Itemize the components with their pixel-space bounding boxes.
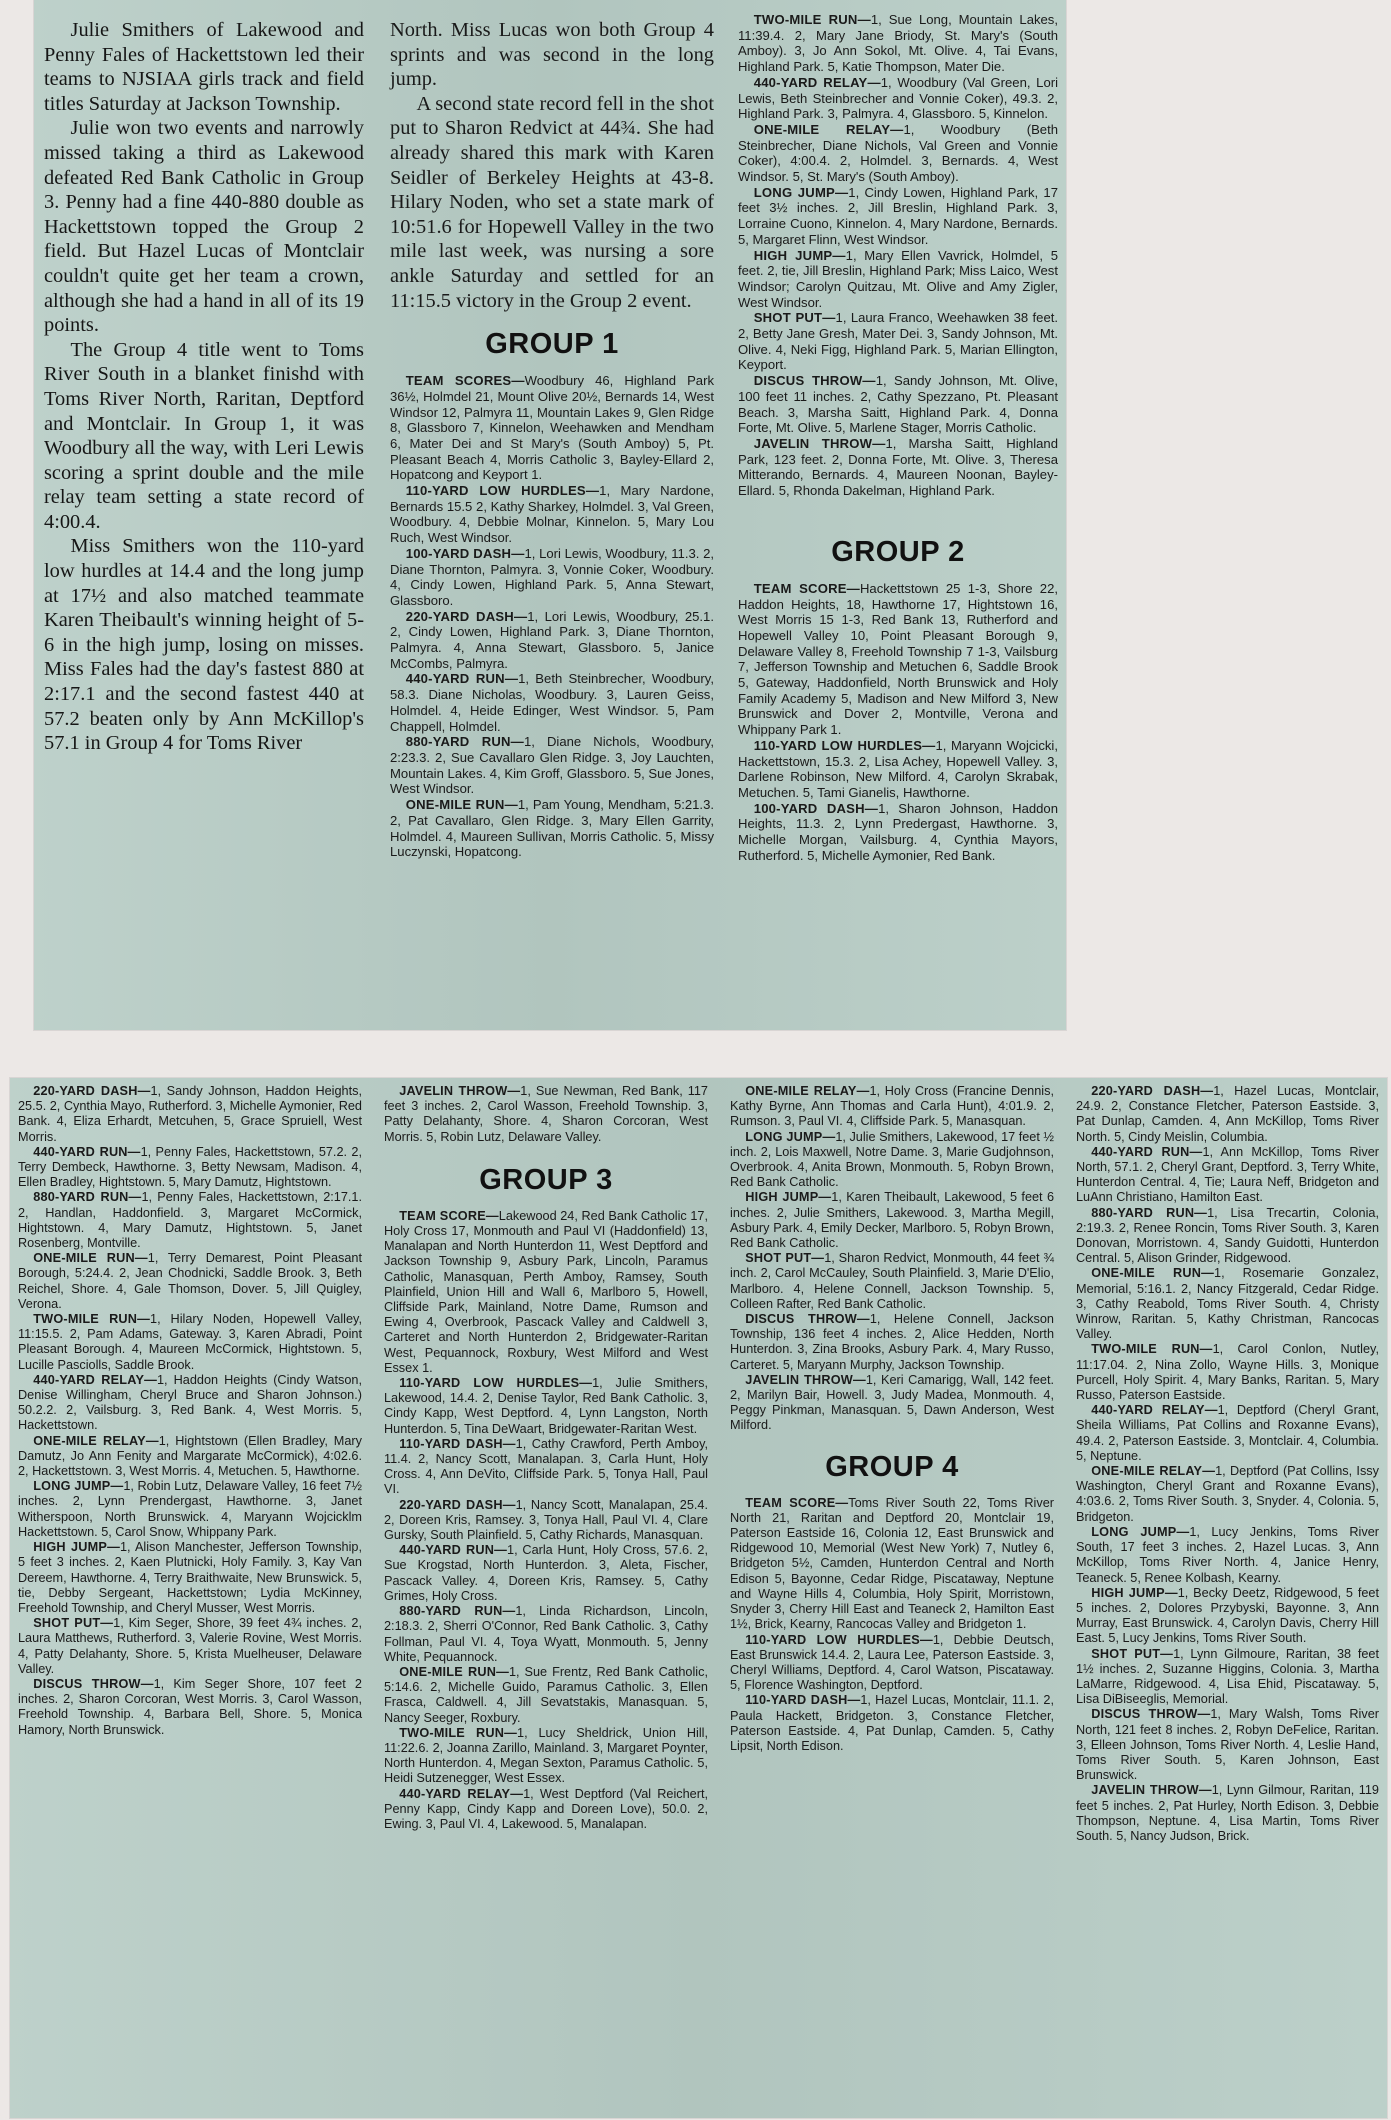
event-name: LONG JUMP— bbox=[1091, 1524, 1190, 1539]
group1-results-part1 bbox=[390, 373, 714, 860]
result-entry bbox=[1076, 1403, 1379, 1464]
result-entry bbox=[738, 436, 1058, 499]
group1-group2-column bbox=[730, 0, 1066, 1030]
event-results: 1, Holy Cross (Francine Dennis, Kathy Byrne, Ann Thomas and Carla Hunt), 4:01.9. 2, Rumson. 3, Paul VI. 4, Cliffside Park. 5, Manasquan. bbox=[730, 1084, 1054, 1129]
event-results: 1, Sandy Johnson, Haddon Heights, 25.5. 2, Cynthia Mayo, Rutherford. 3, Michelle Aymonier, Red Bank. 4, Eliza Erhardt, Metcuhen, 5, Grace Spruiell, West Morris. bbox=[18, 1084, 363, 1144]
article-clipping-top bbox=[34, 0, 1066, 1030]
event-results: 1, Carol Conlon, Nutley, 11:17.04. 2, Nina Zollo, Wayne Hills. 3, Monique Purcell, Holy Spirit. 4, Mary Banks, Raritan. 5, Mary Russo, Paterson Eastside. bbox=[1076, 1342, 1379, 1403]
group2-heading: GROUP 2 bbox=[831, 535, 965, 568]
event-results: 1, Lori Lewis, Woodbury, 25.1. 2, Cindy Lowen, Highland Park. 3, Diane Thornton, Palmyra. 4, Anna Stewart, Glassboro. 5, Janice McCombs, Palmyra. bbox=[390, 608, 714, 671]
event-name: 440-YARD RELAY— bbox=[33, 1372, 157, 1387]
event-name: 110-YARD LOW HURDLES— bbox=[399, 1376, 593, 1391]
event-name: TEAM SCORE— bbox=[399, 1208, 499, 1223]
result-entry bbox=[1076, 1145, 1379, 1206]
event-name: ONE-MILE RUN— bbox=[405, 797, 518, 813]
result-entry bbox=[384, 1498, 708, 1544]
group4-results-part1 bbox=[730, 1496, 1054, 1754]
event-results: 1, Carla Hunt, Holy Cross, 57.6. 2, Sue Krogstad, North Hunterdon. 3, Aleta, Fischer, Pascack Valley. 4, Doreen Kris, Ramsey. 5, Cathy Grimes, Holy Cross. bbox=[384, 1543, 708, 1603]
group2-results-part2 bbox=[18, 1084, 362, 1738]
event-name: 440-YARD RUN— bbox=[399, 1543, 508, 1558]
result-entry bbox=[1076, 1206, 1379, 1267]
event-results: 1, Kim Seger, Shore, 39 feet 4¾ inches. 2, Laura Matthews, Rutherford. 3, Valerie Rovine, West Morris. 4, Patty Delahanty, Shore. 5, Krista Muelheuser, Delaware Valley. bbox=[18, 1616, 362, 1676]
event-name: SHOT PUT— bbox=[753, 310, 836, 326]
group3-results-part1 bbox=[384, 1209, 708, 1832]
result-entry bbox=[730, 1633, 1054, 1694]
result-entry bbox=[730, 1190, 1054, 1251]
event-name: ONE-MILE RUN— bbox=[33, 1251, 148, 1266]
event-results: 1, Karen Theibault, Lakewood, 5 feet 6 inches. 2, Julie Smithers, Lakewood. 3, Martha Megill, Asbury Park. 4, Emily Decker, Marlboro. 5, Robyn Brown, Red Bank Catholic. bbox=[730, 1190, 1054, 1251]
result-entry bbox=[1076, 1647, 1379, 1708]
result-entry bbox=[738, 738, 1058, 801]
event-name: 110-YARD DASH— bbox=[399, 1436, 516, 1451]
lead-story-column-1 bbox=[34, 0, 374, 1030]
result-entry bbox=[390, 671, 714, 734]
event-name: 110-YARD DASH— bbox=[745, 1693, 861, 1708]
result-entry bbox=[384, 1543, 708, 1604]
event-name: JAVELIN THROW— bbox=[399, 1084, 521, 1098]
event-name: 220-YARD DASH— bbox=[1091, 1084, 1214, 1098]
result-entry bbox=[390, 483, 714, 546]
result-entry bbox=[730, 1496, 1054, 1633]
result-entry bbox=[18, 1616, 362, 1677]
event-results: 1, Haddon Heights (Cindy Watson, Denise Willingham, Cheryl Bruce and Sharon Johnson.) 50.2.2. 2, Vailsburg. 3, Red Bank. 4, West Morris. 5, Hackettstown. bbox=[18, 1372, 362, 1433]
group4-continuation-column bbox=[1068, 1078, 1387, 2118]
result-entry bbox=[390, 734, 714, 797]
result-entry bbox=[738, 581, 1058, 738]
event-results: 1, Hazel Lucas, Montclair, 24.9. 2, Constance Fletcher, Paterson Eastside. 3, Pat Dunlap, Camden. 4, Ann McKillop, Toms River North. 5, Cindy Meislin, Columbia. bbox=[1076, 1084, 1379, 1144]
result-entry bbox=[730, 1251, 1054, 1312]
group1-column bbox=[382, 0, 722, 1030]
result-entry bbox=[18, 1677, 362, 1738]
event-results: 1, Penny Fales, Hackettstown, 57.2. 2, Terry Dembeck, Hawthorne. 3, Betty Newsam, Madison. 4, Ellen Bradley, Hightstown. 5, Mary Damutz, Hightstown. bbox=[18, 1144, 362, 1190]
event-results: 1, Cindy Lowen, Highland Park, 17 feet 3½ inches. 2, Jill Breslin, Highland Park. 3, Lorraine Cuono, Kinnelon. 4, Mary Nardone, Bernards. 5, Margaret Flinn, West Windsor. bbox=[738, 184, 1058, 247]
group3-column bbox=[376, 1078, 716, 2118]
group2-results-part3 bbox=[384, 1084, 708, 1145]
result-entry bbox=[1076, 1783, 1379, 1844]
event-name: TEAM SCORES— bbox=[405, 373, 525, 389]
lead-paragraph: Julie won two events and narrowly missed taking a third as Lakewood defeated Red Bank Catholic in Group 3. Penny had a fine 440-880 double as Hackettstown topped the Group 2 field. But Hazel Lucas of Montclair couldn't quite get her team a crown, although she had a hand in all of its 19 points. bbox=[44, 117, 364, 337]
event-results: 1, Lucy Sheldrick, Union Hill, 11:22.6. 2, Joanna Zarillo, Mainland. 3, Margaret Poynter, North Hunterdon. 4, Megan Sexton, Paramus Catholic. 5, Heidi Sutzenegger, West Essex. bbox=[384, 1725, 708, 1786]
group1-results-part2 bbox=[738, 12, 1058, 499]
event-results: 1, Sue Newman, Red Bank, 117 feet 3 inches. 2, Carol Wasson, Freehold Township. 3, Patty Delahanty, Shore. 4, Sharon Corcoran, West Morris. 5, Robin Lutz, Delaware Valley. bbox=[384, 1084, 708, 1144]
result-entry bbox=[730, 1312, 1054, 1373]
event-name: 220-YARD DASH— bbox=[33, 1084, 151, 1098]
group3-results-part2 bbox=[730, 1084, 1054, 1434]
event-results: 1, Penny Fales, Hackettstown, 2:17.1. 2, Handlan, Haddonfield. 3, Margaret McCormick, Hightstown. 4, Mary Damutz, Hightstown. 5, Janet Rosenberg, Montville. bbox=[18, 1190, 362, 1251]
event-results: 1, Nancy Scott, Manalapan, 25.4. 2, Doreen Kris, Ramsey. 3, Tonya Hall, Paul VI. 4, Clare Gursky, South Plainfield. 5, Cathy Richards, Manasquan. bbox=[384, 1497, 708, 1543]
result-entry bbox=[738, 373, 1058, 436]
event-results: 1, Kim Seger Shore, 107 feet 2 inches. 2, Sharon Corcoran, West Morris. 3, Carol Wasson, Freehold Township. 4, Barbara Bell, Shore. 5, Monica Hamory, North Brunswick. bbox=[18, 1676, 362, 1737]
lead-continuation bbox=[390, 18, 714, 313]
event-name: 440-YARD RELAY— bbox=[1091, 1403, 1218, 1418]
result-entry bbox=[738, 12, 1058, 75]
result-entry bbox=[730, 1693, 1054, 1754]
event-results: 1, Cathy Crawford, Perth Amboy, 11.4. 2, Nancy Scott, Manalapan. 3, Carla Hunt, Holy Cross. 4, Ann DeVito, Cliffside Park. 5, Tonya Hall, Paul VI. bbox=[384, 1436, 708, 1497]
event-name: DISCUS THROW— bbox=[1091, 1707, 1211, 1722]
event-results: 1, Lynn Gilmour, Raritan, 119 feet 5 inches. 2, Pat Hurley, North Edison. 3, Debbie Thompson, Neptune. 4, Lisa Martin, Toms River South. 5, Nancy Judson, Brick. bbox=[1076, 1783, 1379, 1843]
event-name: TWO-MILE RUN— bbox=[753, 12, 871, 27]
event-results: 1, Lucy Jenkins, Toms River South, 17 feet 3 inches. 2, Hazel Lucas. 3, Ann McKillop, Toms River North. 4, Janice Henry, Teaneck. 5, Renee Kolbash, Kearny. bbox=[1076, 1524, 1379, 1585]
event-results: 1, Diane Nichols, Woodbury, 2:23.3. 2, Sue Cavallaro Glen Ridge. 3, Joy Lauchten, Mountain Lakes. 4, Kim Groff, Glassboro. 5, Sue Jones, West Windsor. bbox=[390, 734, 714, 797]
event-name: TWO-MILE RUN— bbox=[33, 1312, 151, 1327]
result-entry bbox=[1076, 1707, 1379, 1783]
event-name: SHOT PUT— bbox=[1091, 1646, 1174, 1661]
event-name: LONG JUMP— bbox=[753, 184, 849, 200]
event-results: 1, Hightstown (Ellen Bradley, Mary Damutz, Jo Ann Fenity and Margarate McCormick), 4:02.6. 2, Hackettstown. 3, West Morris. 4, Metuchen. 5, Hawthorne. bbox=[18, 1433, 362, 1479]
event-name: HIGH JUMP— bbox=[33, 1540, 120, 1555]
event-results: 1, Beth Steinbrecher, Woodbury, 58.3. Diane Nicholas, Woodbury. 3, Lauren Geiss, Holmdel. 4, Heide Edinger, West Windsor. 5, Pam Chappell, Holmdel. bbox=[390, 671, 714, 734]
event-results: Lakewood 24, Red Bank Catholic 17, Holy Cross 17, Monmouth and Paul VI (Haddonfield) 13, Manalapan and North Hunterdon 11, West Deptford and Jackson Township 9, Asbury Park, Lincoln, Paramus Catholic, Manasquan, Perth Amboy, Ramsey, South Plainfield, Union Hill and Wall 6, Marlboro 5, Howell, Cliffside Park, Mainland, Notre Dame, Rumson and Ewing 4, Overbrook, Pascack Valley and Caldwell 3, Carteret and North Hunterdon 2, Bridgewater-Raritan West, Pequannock, Roxbury, West Milford and West Essex 1. bbox=[384, 1208, 708, 1375]
event-results: 1, Ann McKillop, Toms River North, 57.1. 2, Cheryl Grant, Deptford. 3, Terry White, Hunterdon Central. 4, Tie; Laura Neff, Bridgeton and LuAnn Christiano, Hamilton East. bbox=[1076, 1144, 1379, 1205]
lead-paragraph: The Group 4 title went to Toms River South in a blanket finishd with Toms River North, Raritan, Deptford and Montclair. In Group 1, it was Woodbury all the way, with Leri Lewis scoring a sprint double and the mile relay team setting a state record of 4:00.4. bbox=[44, 338, 364, 533]
lead-paragraph: A second state record fell in the shot put to Sharon Redvict at 44¾. She had already shared this mark with Karen Seidler of Berkeley Heights at 43-8. Hilary Noden, who set a state mark of 10:51.6 for Hopewell Valley in the two mile last week, was nursing a sore ankle Saturday and settled for an 11:15.5 victory in the Group 2 event. bbox=[390, 92, 714, 312]
result-entry bbox=[738, 122, 1058, 185]
group1-heading: GROUP 1 bbox=[485, 328, 619, 361]
event-results: 1, Debbie Deutsch, East Brunswick 14.4. 2, Laura Lee, Paterson Eastside. 3, Cheryl Williams, Deptford. 4, Carol Watson, Piscataway. 5, Florence Washington, Deptford. bbox=[730, 1632, 1054, 1693]
event-results: 1, Robin Lutz, Delaware Valley, 16 feet 7½ inches. 2, Lynn Prendergast, Hawthorne. 3, Janet Witherspoon, North Brunswick. 4, Maryann Wojcicklm Hackettstown. 5, Carol Snow, Whippany Park. bbox=[18, 1479, 362, 1539]
event-results: 1, Julie Smithers, Lakewood, 17 feet ½ inch. 2, Lois Maxwell, Notre Dame. 3, Marie Gudjohnson, Overbrook. 4, Anita Brown, Monmouth. 5, Robyn Brown, Red Bank Catholic. bbox=[730, 1129, 1054, 1190]
event-results: 1, Sue Frentz, Red Bank Catholic, 5:14.6. 2, Michelle Guido, Paramus Catholic. 3, Ellen Frasca, Caldwell. 4, Jill Sevatstakis, Manasquan. 5, Nancy Seeger, Roxbury. bbox=[384, 1664, 708, 1725]
event-results: 1, Mary Ellen Vavrick, Holmdel, 5 feet. 2, tie, Jill Breslin, Highland Park; Miss Laico, West Windsor; Carolyn Quitzau, Mt. Olive and Amy Zigler, West Windsor. bbox=[738, 247, 1058, 310]
event-results: 1, Rosemarie Gonzalez, Memorial, 5:16.1. 2, Nancy Fitzgerald, Cedar Ridge. 3, Cathy Reabold, Toms River South. 4, Christy Winrow, Raritan. 5, Kathy Christman, Rancocas Valley. bbox=[1076, 1266, 1380, 1342]
event-name: 110-YARD LOW HURDLES— bbox=[745, 1632, 933, 1647]
event-name: 880-YARD RUN— bbox=[399, 1604, 516, 1619]
event-results: 1, Linda Richardson, Lincoln, 2:18.3. 2, Sherri O'Connor, Red Bank Catholic. 3, Cathy Follman, Paul VI. 4, Toya Wyatt, Monmouth. 5, Jenny White, Pequannock. bbox=[384, 1604, 708, 1664]
result-entry bbox=[1076, 1266, 1379, 1342]
lead-paragraph: North. Miss Lucas won both Group 4 sprints and was second in the long jump. bbox=[390, 19, 714, 91]
result-entry bbox=[18, 1312, 362, 1373]
event-name: 110-YARD LOW HURDLES— bbox=[405, 483, 600, 499]
result-entry bbox=[384, 1665, 708, 1726]
event-name: TWO-MILE RUN— bbox=[399, 1725, 518, 1740]
event-results: 1, Maryann Wojcicki, Hackettstown, 15.3. 2, Lisa Achey, Hopewell Valley. 3, Darlene Robinson, New Milford. 4, Carolyn Skrabak, Metuchen. 5, Tami Gianelis, Hawthorne. bbox=[738, 737, 1058, 800]
event-name: ONE-MILE RELAY— bbox=[33, 1433, 159, 1448]
group4-heading: GROUP 4 bbox=[825, 1450, 959, 1483]
result-entry bbox=[384, 1604, 708, 1665]
event-results: 1, Mary Walsh, Toms River North, 121 feet 8 inches. 2, Robyn DeFelice, Raritan. 3, Elleen Johnson, Toms River North. 4, Leslie Hand, Toms River South. 5, Karen Johnson, East Brunswick. bbox=[1076, 1707, 1380, 1783]
result-entry bbox=[1076, 1342, 1379, 1403]
event-name: SHOT PUT— bbox=[33, 1616, 114, 1631]
event-name: TWO-MILE RUN— bbox=[1091, 1342, 1213, 1357]
event-name: 220-YARD DASH— bbox=[405, 608, 528, 624]
event-name: ONE-MILE RELAY— bbox=[745, 1084, 870, 1098]
event-name: 440-YARD RUN— bbox=[33, 1144, 141, 1159]
result-entry bbox=[1076, 1525, 1379, 1586]
event-name: SHOT PUT— bbox=[745, 1251, 825, 1266]
event-name: ONE-MILE RELAY— bbox=[753, 121, 904, 137]
event-name: ONE-MILE RUN— bbox=[1091, 1266, 1215, 1281]
result-entry bbox=[384, 1787, 708, 1833]
result-entry bbox=[18, 1084, 362, 1145]
result-entry bbox=[18, 1434, 362, 1480]
result-entry bbox=[390, 797, 714, 860]
event-results: 1, Deptford (Pat Collins, Issy Washington, Cheryl Grant and Roxanne Evans), 4:03.6. 2, Toms River South. 3, Snyder. 4, Colonia. 5, Bridgeton. bbox=[1076, 1464, 1379, 1524]
result-entry bbox=[730, 1130, 1054, 1191]
event-name: 440-YARD RUN— bbox=[1091, 1144, 1203, 1159]
event-name: 220-YARD DASH— bbox=[399, 1497, 516, 1512]
group3-group4-column bbox=[722, 1078, 1062, 2118]
event-results: 1, Hazel Lucas, Montclair, 11.1. 2, Paula Hackett, Bridgeton. 3, Constance Fletcher, Paterson Eastside. 4, Pat Dunlap, Camden. 5, Cathy Lipsit, North Edison. bbox=[730, 1693, 1054, 1753]
result-entry bbox=[730, 1373, 1054, 1434]
result-entry bbox=[384, 1084, 708, 1145]
event-results: 1, Helene Connell, Jackson Township, 136 feet 4 inches. 2, Alice Hedden, North Hunterdon. 3, Zina Brooks, Asbury Park. 4, Mary Russo, Carteret. 5, Maryann Murphy, Jackson Township. bbox=[730, 1312, 1054, 1372]
event-name: 100-YARD DASH— bbox=[405, 545, 525, 561]
event-results: Woodbury 46, Highland Park 36½, Holmdel 21, Mount Olive 20½, Bernards 14, West Windsor 12, Palmyra 11, Mountain Lakes 9, Glen Ridge 8, Glassboro 7, Kinnelon, Weehawken and Mendham 6, Mater Dei and St Mary's (South Amboy) 5, Pt. Pleasant Beach 4, Morris Catholic 3, Bayley-Ellard 2, Hopatcong and Keyport 1. bbox=[390, 373, 714, 483]
result-entry bbox=[1076, 1084, 1379, 1145]
event-results: 1, Woodbury (Val Green, Lori Lewis, Beth Steinbrecher and Vonnie Coker), 49.3. 2, Highland Park. 3, Palmyra. 4, Glassboro. 5, Kinnelon. bbox=[738, 74, 1058, 122]
event-name: 440-YARD RUN— bbox=[405, 671, 519, 687]
result-entry bbox=[390, 546, 714, 609]
event-name: HIGH JUMP— bbox=[1091, 1585, 1178, 1600]
lead-paragraph: Julie Smithers of Lakewood and Penny Fales of Hackettstown led their teams to NJSIAA girls track and field titles Saturday at Jackson Township. bbox=[44, 19, 364, 115]
event-results: 1, Marsha Saitt, Highland Park, 123 feet. 2, Donna Forte, Mt. Olive. 3, Theresa Mitterando, Bernards. 4, Maureen Noonan, Bayley-Ellard. 5, Rhonda Dakelman, Highland Park. bbox=[738, 435, 1058, 499]
event-name: 880-YARD RUN— bbox=[405, 734, 524, 750]
event-results: 1, Sharon Redvict, Monmouth, 44 feet ¾ inch. 2, Carol McCauley, South Plainfield. 3, Marie D'Elio, Marlboro. 4, Helene Connell, Jackson Township. 5, Colleen Rafter, Red Bank Catholic. bbox=[730, 1251, 1054, 1311]
group3-heading: GROUP 3 bbox=[479, 1163, 613, 1196]
event-name: JAVELIN THROW— bbox=[1091, 1783, 1212, 1798]
result-entry bbox=[18, 1190, 362, 1251]
result-entry bbox=[384, 1726, 708, 1787]
article-clipping-bottom bbox=[10, 1078, 1387, 2118]
event-name: LONG JUMP— bbox=[745, 1129, 836, 1144]
event-results: 1, Deptford (Cheryl Grant, Sheila Williams, Pat Collins and Roxanne Evans), 49.4. 2, Paterson Eastside. 3, Montclair. 4, Columbia. 5, Neptune. bbox=[1076, 1403, 1379, 1463]
result-entry bbox=[18, 1540, 362, 1616]
event-name: TEAM SCORE— bbox=[745, 1495, 849, 1510]
event-name: 440-YARD RELAY— bbox=[399, 1786, 524, 1801]
event-results: 1, Lisa Trecartin, Colonia, 2:19.3. 2, Renee Roncin, Toms River South. 3, Karen Donovan, Morristown. 4, Sandy Guidotti, Hunterdon Central. 5, Alison Grinder, Ridgewood. bbox=[1076, 1205, 1379, 1266]
event-results: 1, Laura Franco, Weehawken 38 feet. 2, Betty Jane Gresh, Mater Dei. 3, Sandy Johnson, Mt. Olive. 4, Neki Figg, Highland Park. 5, Marian Ellington, Keyport. bbox=[738, 310, 1059, 373]
event-results: 1, Sharon Johnson, Haddon Heights, 11.3. 2, Lynn Predergast, Hawthorne. 3, Michelle Morgan, Vailsburg. 4, Cynthia Mayors, Rutherford. 5, Michelle Aymonier, Red Bank. bbox=[738, 800, 1058, 863]
event-results: 1, Lynn Gilmoure, Raritan, 38 feet 1½ inches. 2, Suzanne Higgins, Colonia. 3, Martha LaMarre, Ridgewood. 4, Lisa Ehid, Piscataway. 5, Lisa DiBiseeglis, Memorial. bbox=[1076, 1646, 1379, 1707]
event-name: DISCUS THROW— bbox=[745, 1312, 870, 1327]
result-entry bbox=[738, 310, 1058, 373]
event-results: Hackettstown 25 1-3, Shore 22, Haddon Heights, 18, Hawthorne 17, Hightstown 16, West Morris 15 1-3, Red Bank 13, Rutherford and Hopewell Valley 10, Point Pleasant Borough 9, Delaware Valley 8, Freehold Township 7 1-3, Vailsburg 7, Jefferson Township and Metuchen 6, Saddle Brook 5, Gateway, Haddonfield, North Brunswick and Holy Family Academy 5, Madison and New Milford 3, New Brunswick and Dover 2, Montville, Verona and Whippany Park 1. bbox=[738, 580, 1058, 738]
result-entry bbox=[738, 75, 1058, 122]
result-entry bbox=[18, 1373, 362, 1434]
result-entry bbox=[390, 609, 714, 672]
event-name: 440-YARD RELAY— bbox=[753, 74, 881, 90]
event-name: ONE-MILE RELAY— bbox=[1091, 1464, 1216, 1479]
result-entry bbox=[18, 1479, 362, 1540]
group4-results-part2 bbox=[1076, 1084, 1379, 1844]
event-name: 100-YARD DASH— bbox=[753, 800, 879, 816]
event-results: 1, Terry Demarest, Point Pleasant Borough, 5:24.4. 2, Jean Chodnicki, Saddle Brook. 3, Beth Reichel, Shore. 4, Gale Thomson, Dover. 5, Jill Quigley, Verona. bbox=[18, 1251, 362, 1311]
event-name: LONG JUMP— bbox=[33, 1479, 124, 1494]
event-results: 1, Becky Deetz, Ridgewood, 5 feet 5 inches. 2, Dolores Przybyski, Bayonne. 3, Ann Murray, East Brunswick. 4, Carolyn Davis, Cherry Hill East. 5, Lucy Jenkins, Toms River South. bbox=[1076, 1585, 1380, 1646]
result-entry bbox=[738, 248, 1058, 311]
result-entry bbox=[730, 1084, 1054, 1130]
result-entry bbox=[18, 1251, 362, 1312]
result-entry bbox=[384, 1437, 708, 1498]
event-name: TEAM SCORE— bbox=[753, 580, 860, 596]
result-entry bbox=[1076, 1464, 1379, 1525]
event-results: 1, Hilary Noden, Hopewell Valley, 11:15.5. 2, Pam Adams, Gateway. 3, Karen Abradi, Point Pleasant Borough. 4, Maureen McCormick, Hightstown. 5, Lucille Pasciolls, Saddle Brook. bbox=[18, 1312, 362, 1372]
event-results: 1, Keri Camarigg, Wall, 142 feet. 2, Marilyn Bair, Howell. 3, Judy Madea, Monmouth. 4, Peggy Pinkman, Manasquan. 5, Dawn Anderson, West Milford. bbox=[730, 1372, 1054, 1433]
event-results: 1, Alison Manchester, Jefferson Township, 5 feet 3 inches. 2, Kaen Plutnicki, Holy Family. 3, Kay Van Dereem, Hawthorne. 4, Terry Braithwaite, New Brunswick. 5, tie, Debby Sergeant, Hackettstown; Lydia McKinney, Freehold Township, and Cheryl Musser, West Morris. bbox=[18, 1540, 363, 1615]
event-name: 880-YARD RUN— bbox=[1091, 1205, 1208, 1220]
event-results: 1, Sandy Johnson, Mt. Olive, 100 feet 11 inches. 2, Cathy Spezzano, Pt. Pleasant Beach. 3, Marsha Saitt, Highland Park. 4, Donna Forte, Mt. Olive. 5, Marlene Stager, Morris Catholic. bbox=[738, 373, 1058, 436]
event-results: Toms River South 22, Toms River North 21, Raritan and Deptford 20, Montclair 19, Paterson Eastside 16, Colonia 12, East Brunswick and Ridgewood 10, Memorial (West New York) 7, Nutley 6, Bridgeton 5½, Camden, Hunterdon Central and North Edison 5, Bayonne, Cedar Ridge, Piscataway, Neptune and Wayne Hills 4, Columbia, Holy Spirit, Morristown, Snyder 3, Cherry Hill East and Teaneck 2, Hamilton East 1½, Brick, Kearny, Rancocas Valley and Bridgeton 1. bbox=[730, 1495, 1054, 1632]
event-name: JAVELIN THROW— bbox=[753, 435, 886, 451]
event-results: 1, Mary Nardone, Bernards 15.5 2, Kathy Sharkey, Holmdel. 3, Val Green, Woodbury. 4, Debbie Molnar, Kinnelon. 5, Mary Lou Ruch, West Windsor. bbox=[390, 483, 714, 546]
event-results: 1, Julie Smithers, Lakewood, 14.4. 2, Denise Taylor, Red Bank Catholic. 3, Cindy Kapp, West Deptford. 4, Lynn Langston, North Hunterdon. 5, Tina DeWaart, Bridgewater-Raritan West. bbox=[384, 1376, 708, 1436]
event-name: JAVELIN THROW— bbox=[745, 1372, 866, 1387]
event-name: 880-YARD RUN— bbox=[33, 1190, 142, 1205]
result-entry bbox=[384, 1209, 708, 1376]
event-name: 110-YARD LOW HURDLES— bbox=[753, 737, 936, 753]
result-entry bbox=[384, 1376, 708, 1437]
result-entry bbox=[738, 801, 1058, 864]
event-results: 1, West Deptford (Val Reichert, Penny Kapp, Cindy Kapp and Doreen Love), 50.0. 2, Ewing. 3, Paul VI. 4, Lakewood. 5, Manalapan. bbox=[384, 1786, 708, 1831]
event-results: 1, Lori Lewis, Woodbury, 11.3. 2, Diane Thornton, Palmyra. 3, Vonnie Coker, Woodbury. 4, Cindy Lowen, Highland Park. 5, Anna Stewart, Glassboro. bbox=[390, 545, 714, 608]
event-name: DISCUS THROW— bbox=[33, 1676, 154, 1691]
event-results: 1, Pam Young, Mendham, 5:21.3. 2, Pat Cavallaro, Glen Ridge. 3, Mary Ellen Garrity, Holmdel. 4, Maureen Sullivan, Morris Catholic. 5, Missy Luczynski, Hopatcong. bbox=[390, 797, 714, 860]
result-entry bbox=[18, 1145, 362, 1191]
event-results: 1, Sue Long, Mountain Lakes, 11:39.4. 2, Mary Jane Briody, St. Mary's (South Amboy). 3, Jo Ann Sokol, Mt. Olive. 4, Tai Evans, Highland Park. 5, Katie Thompson, Mater Die. bbox=[738, 12, 1058, 75]
event-name: ONE-MILE RUN— bbox=[399, 1664, 509, 1679]
lead-paragraph: Miss Smithers won the 110-yard low hurdles at 14.4 and the long jump at 17½ and also matched teammate Karen Theibault's winning height of 5-6 in the high jump, losing on misses. Miss Fales had the day's fastest 880 at 2:17.1 and the second fastest 440 at 57.2 beaten only by Ann McKillop's 57.1 in Group 4 for Toms River bbox=[44, 535, 364, 755]
group2-results-part1 bbox=[738, 581, 1058, 864]
event-name: HIGH JUMP— bbox=[745, 1190, 832, 1205]
result-entry bbox=[738, 185, 1058, 248]
result-entry bbox=[390, 373, 714, 483]
event-results: 1, Woodbury (Beth Steinbrecher, Diane Nichols, Val Green and Vonnie Coker), 4:00.4. 2, Holmdel. 3, Bernards. 4, West Windsor. 5, St. Mary's (South Amboy). bbox=[738, 121, 1058, 185]
event-name: DISCUS THROW— bbox=[753, 373, 876, 389]
result-entry bbox=[1076, 1586, 1379, 1647]
event-name: HIGH JUMP— bbox=[753, 247, 846, 263]
group2-continuation-column bbox=[10, 1078, 370, 2118]
